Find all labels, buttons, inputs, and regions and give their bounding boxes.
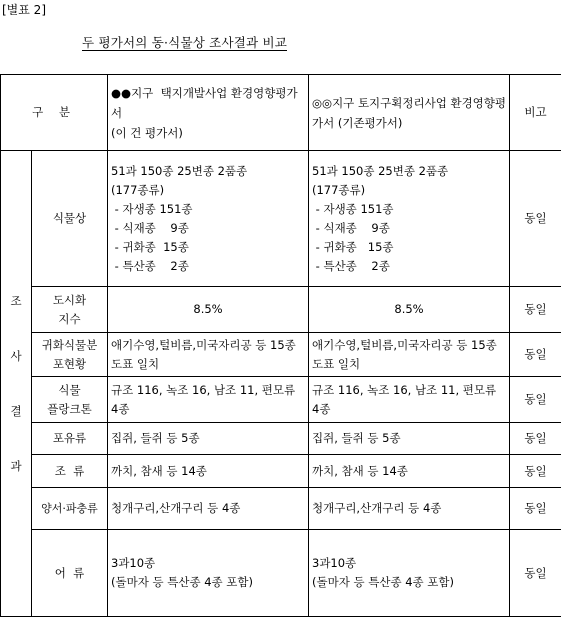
row-col-a: 3과10종 (돌마자 등 특산종 4종 포함) [108,530,309,617]
row-col-b: 집쥐, 들쥐 등 5종 [309,423,510,455]
row-name: 귀화식물분 포현황 [32,333,108,377]
row-col-b: 애기수영,털비름,미국자리공 등 15종 도표 일치 [309,333,510,377]
row-name: 도시화 지수 [32,287,108,333]
table-row [1,377,561,423]
row-col-a: 8.5% [108,287,309,333]
table-row [1,333,561,377]
page-title: 두 평가서의 동·식물상 조사결과 비교 [82,33,287,51]
comparison-table [0,74,561,617]
row-col-a: 애기수영,털비름,미국자리공 등 15종 도표 일치 [108,333,309,377]
row-col-b: 3과10종 (돌마자 등 특산종 4종 포함) [309,530,510,617]
table-row [1,455,561,488]
row-remark: 동일 [510,530,561,617]
row-col-a: 까치, 참새 등 14종 [108,455,309,488]
row-remark: 동일 [510,488,561,530]
table-row [1,488,561,530]
table-row [1,530,561,617]
row-remark: 동일 [510,151,561,287]
row-remark: 동일 [510,455,561,488]
row-col-b: 까치, 참새 등 14종 [309,455,510,488]
row-name: 식물 플랑크톤 [32,377,108,423]
row-name: 양서·파충류 [32,488,108,530]
row-col-b: 청개구리,산개구리 등 4종 [309,488,510,530]
row-col-a: 집쥐, 들쥐 등 5종 [108,423,309,455]
row-col-b: 51과 150종 25변종 2품종 (177종류) - 자생종 151종 - 식재종 9종 - 귀화종 15종 - 특산종 2종 [309,151,510,287]
row-remark: 동일 [510,377,561,423]
header-remark: 비고 [510,75,561,151]
row-name: 조 류 [32,455,108,488]
row-col-a: 청개구리,산개구리 등 4종 [108,488,309,530]
row-col-a: 규조 116, 녹조 16, 남조 11, 편모류 4종 [108,377,309,423]
row-remark: 동일 [510,287,561,333]
row-col-b: 규조 116, 녹조 16, 남조 11, 편모류 4종 [309,377,510,423]
row-name: 포유류 [32,423,108,455]
row-name: 어 류 [32,530,108,617]
row-name: 식물상 [32,151,108,287]
doc-label: [별표 2] [2,1,46,18]
header-category: 구 분 [1,75,108,151]
table-row [1,151,561,287]
row-col-a: 51과 150종 25변종 2품종 (177종류) - 자생종 151종 - 식재종 9종 - 귀화종 15종 - 특산종 2종 [108,151,309,287]
row-remark: 동일 [510,333,561,377]
table-row [1,287,561,333]
group-label: 조 사 결 과 [1,151,32,617]
table-header-row [1,75,561,151]
table-row [1,423,561,455]
header-col-b: ◎◎지구 토지구획정리사업 환경영향평가서 (기존평가서) [309,75,510,151]
header-col-a: ●●지구 택지개발사업 환경영향평가서 (이 건 평가서) [108,75,309,151]
row-col-b: 8.5% [309,287,510,333]
row-remark: 동일 [510,423,561,455]
